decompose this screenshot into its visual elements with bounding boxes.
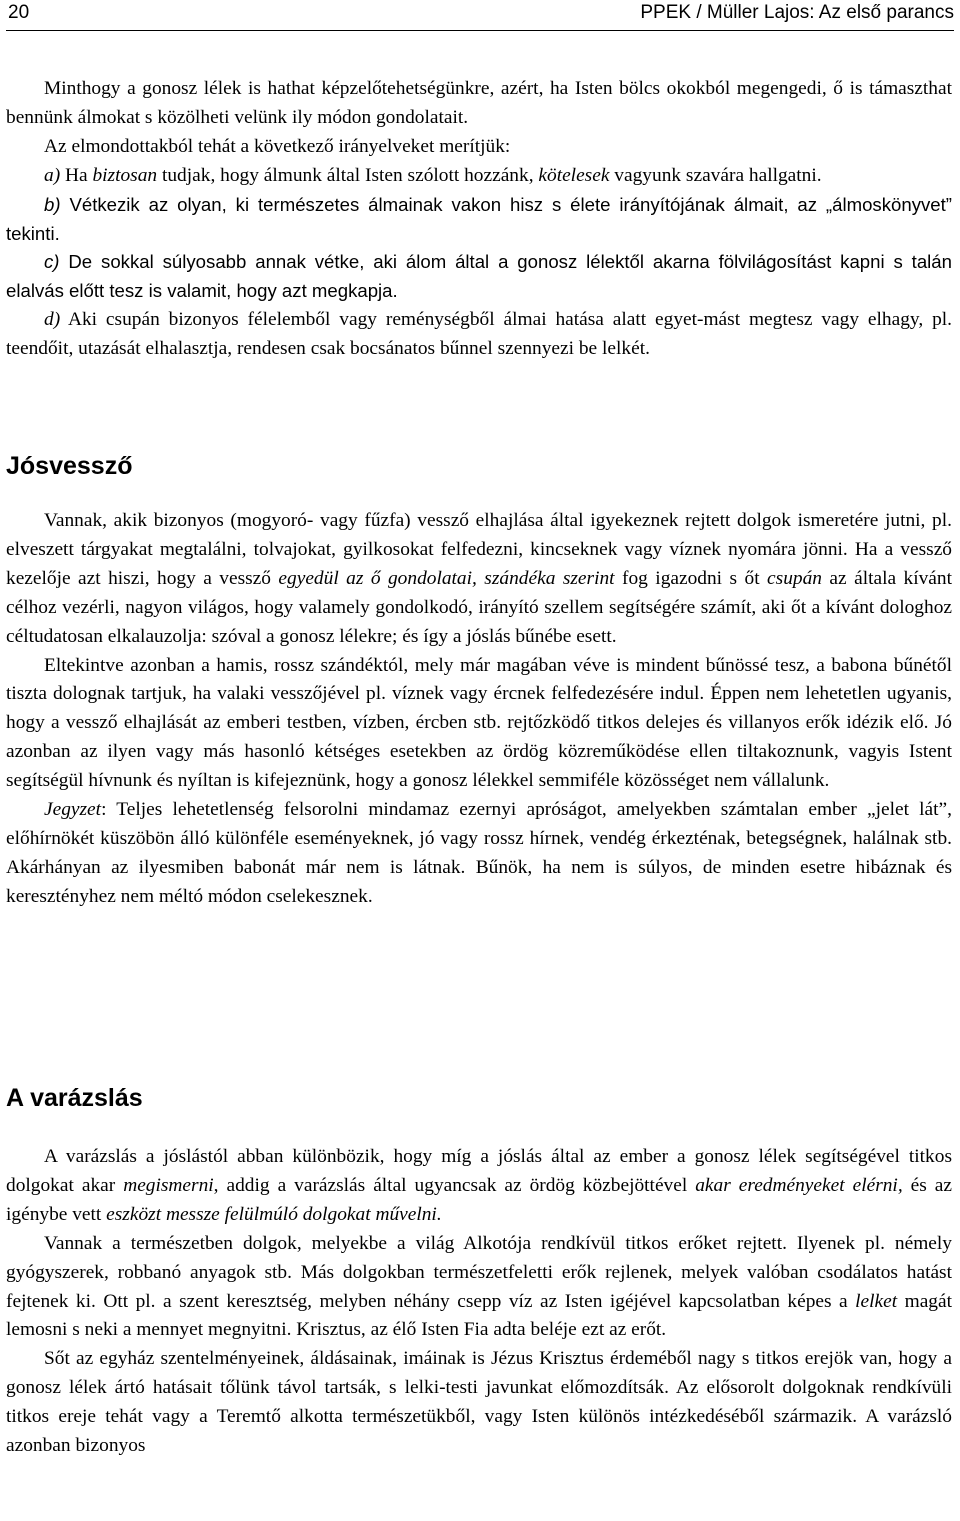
running-title: PPEK / Müller Lajos: Az első parancs <box>640 2 954 23</box>
item-label: b) <box>44 193 61 215</box>
paragraph: A varázslás a jóslástól abban különbözik, hogy míg a jóslás által az ember a gonosz lélek segítségével titkos dolgokat akar megismerni, addig a varázslás által ugyancsak az ördög közbejöttével akar eredményeket elérni, és az igénybe vett eszközt messze felülmúló dolgokat művelni. <box>6 1146 953 1225</box>
paragraph: Vannak a természetben dolgok, melyekbe a világ Alkotója rendkívül titkos erőket rejtett. Ilyenek pl. némely gyógyszerek, robbanó anyagok stb. Más dolgokban természetfeletti erők rejlenek, melyek valóban csodálatos hatást fejtenek ki. Ott pl. a szent keresztség, melyben néhány csepp víz az Isten igéjével kapcsolatban képes a lelket magát lemosni s neki a mennyet megnyitni. Krisztus, az élő Isten Fia adta beléje ezt az erőt. <box>6 1232 952 1341</box>
list-item-a: a) Ha biztosan tudjak, hogy álmunk által Isten szólott hozzánk, kötelesek vagyunk szavára hallgatni. <box>44 164 822 186</box>
list-item-b: b) Vétkezik az olyan, ki természetes álmainak vakon hisz s élete irányítójának álmait, az „álmoskönyvet” tekinti. <box>6 193 952 244</box>
section-body <box>6 1143 952 1461</box>
section-heading: Jósvessző <box>6 452 133 480</box>
page-number: 20 <box>8 2 30 23</box>
page-header <box>6 0 954 31</box>
list-item-c: c) De sokkal súlyosabb annak vétke, aki álom által a gonosz lélektől akarna fölvilágosítást kapni s talán elalvás előtt tesz is valamit, hogy azt megkapja. <box>6 251 952 302</box>
list-item-d: d) Aki csupán bizonyos félelemből vagy reménységből álmai hatása alatt egyet-mást megtesz vagy elhagy, pl. teendőit, utazását elhalasztja, rendesen csak bocsánatos bűnnel szennyezi be lelkét. <box>6 309 952 360</box>
paragraph: Vannak, akik bizonyos (mogyoró- vagy fűzfa) vessző elhajlása által igyekeznek rejtett dolgok ismeretére jutni, pl. elveszett tárgyakat megtalálni, tolvajokat, gyilkosokat felfedezni, kincseknek vagy víznek nyomára jönni. Ha a vessző kezelője azt hiszi, hogy a vessző egyedül az ő gondolatai, szándéka szerint fog igazodni s őt csupán az általa kívánt célhoz vezérli, nagyon világos, hogy valamely gondolkodó, irányító szellem segítségére számít, aki őt a kívánt dologhoz céltudatosan elkalauzolja: szóval a gonosz lélekre; és így a jóslás bűnébe esett. <box>6 510 952 647</box>
paragraph: Eltekintve azonban a hamis, rossz szándéktól, mely már magában véve is mindent bűnössé tesz, a babona bűnétől tiszta dolognak tartjuk, ha valaki vesszőjével pl. víznek vagy ércnek felfedezésére indul. Éppen nem lehetetlen ugyanis, hogy a vessző elhajlását az emberi testben, vízben, ércben stb. rejtőzködő titkos delejes és villanyos erők idézik elő. Jó azonban az ilyen vagy más hasonló kétséges esetekben az ördög közreműködése ellen tiltakoznunk, vagyis Istent segítségül hívnunk és nyíltan is kifejeznünk, hogy a gonosz lélekkel semmiféle közösséget nem vállalunk. <box>6 654 952 792</box>
item-label: a) <box>44 164 61 186</box>
item-label: d) <box>44 309 61 331</box>
paragraph: Az elmondottakból tehát a következő irányelveket merítjük: <box>44 135 511 157</box>
intro-block <box>6 75 952 364</box>
section-heading: A varázslás <box>6 1084 143 1112</box>
paragraph: Sőt az egyház szentelményeinek, áldásainak, imáinak is Jézus Krisztus érdeméből nagy s titkos erejök van, hogy a gonosz lélek ártó hatásait tőlünk távol tartsák, s lelki-testi javunkat előmozdítsák. Az elősorolt dolgoknak rendkívüli titkos ereje tehát vagy a Teremtő alkotta természetükből, vagy Isten különös intézkedéséből származik. A varázsló azonban bizonyos <box>6 1348 952 1457</box>
paragraph: Minthogy a gonosz lélek is hathat képzelőtehetségünkre, azért, ha Isten bölcs okokból megengedi, ő is támaszthat bennünk álmokat s közölheti velünk ily módon gondolatait. <box>6 78 952 128</box>
section-body <box>6 507 952 912</box>
note-paragraph: Jegyzet: Teljes lehetetlenség felsorolni mindamaz ezernyi apróságot, amelyekben számtalan ember „jelet lát”, előhírnökét küszöbön álló különféle eseményeknek, jó vagy rossz hírnek, vendég érkezténak, betegségnek, halálnak stb. Akárhányan az ilyesmiben babonát már nem is látnak. Bűnök, ha nem is súlyos, de minden esetre hibáznak és keresztényhez nem méltó módon cselekesznek. <box>6 799 952 907</box>
item-label: c) <box>44 251 60 273</box>
